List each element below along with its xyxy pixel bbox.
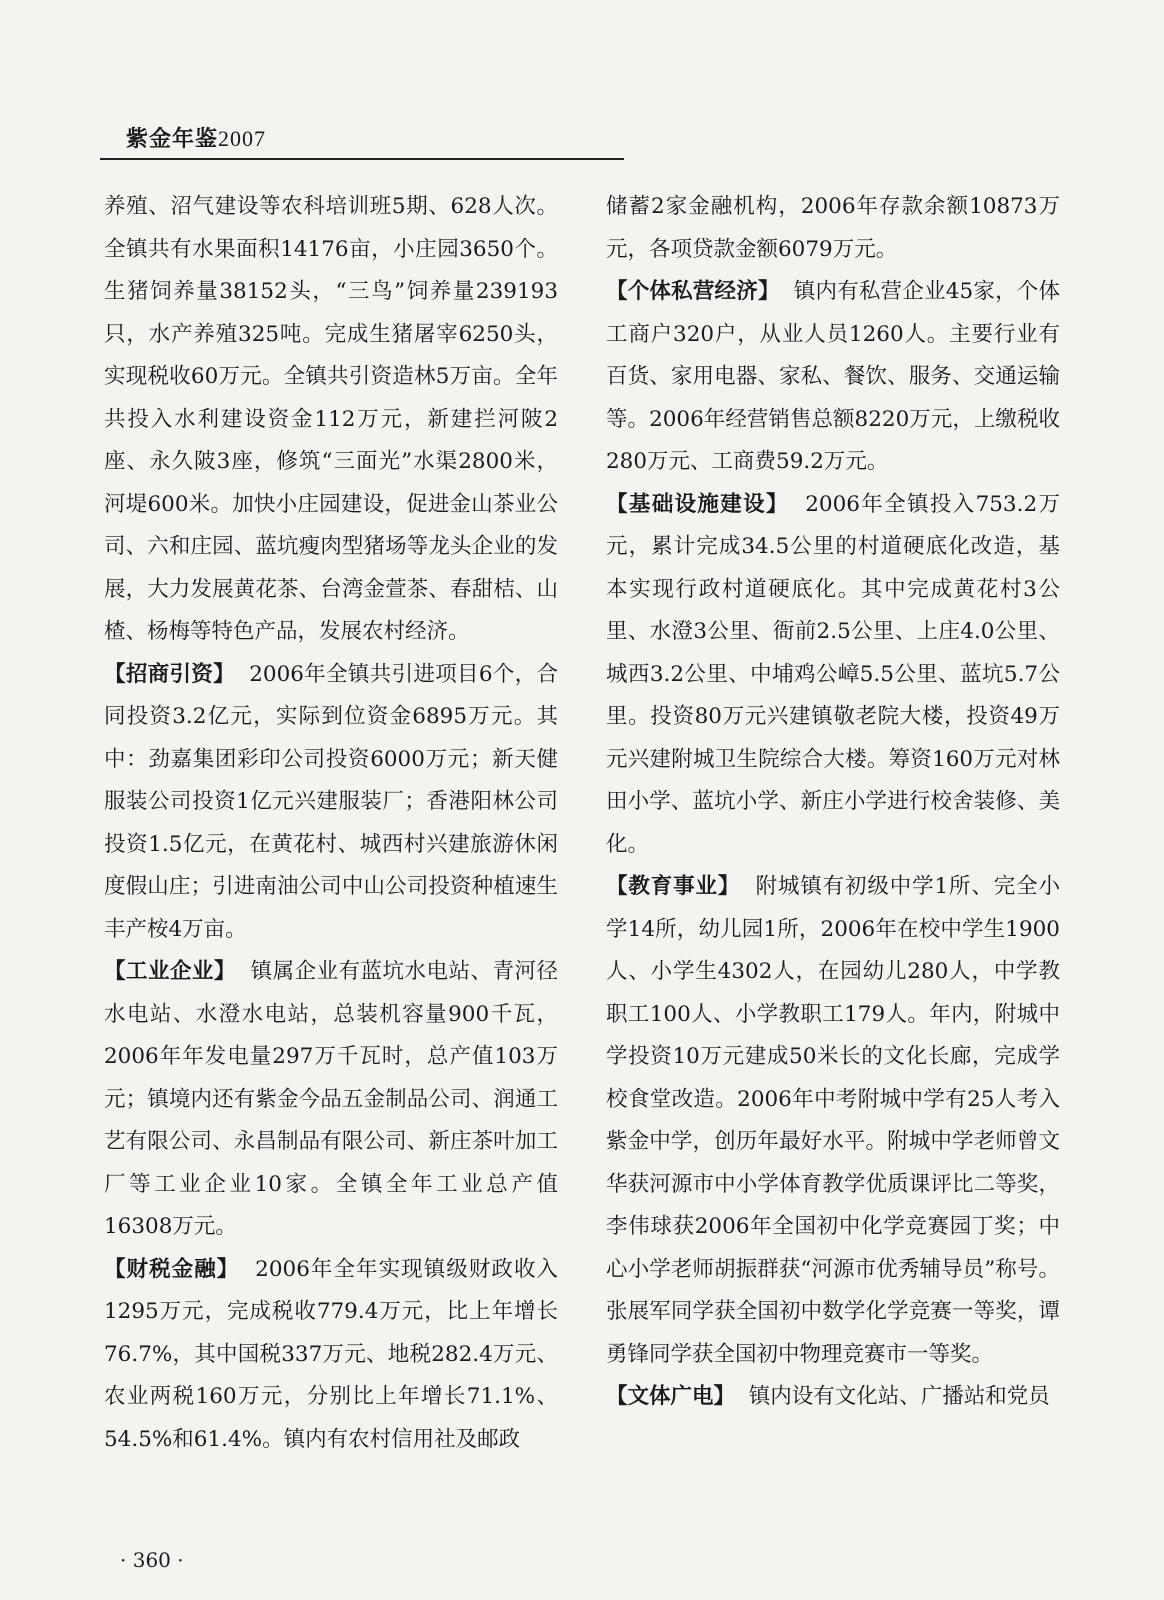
running-header	[126, 122, 266, 153]
section-title: 【招商引资】	[104, 661, 235, 687]
section-text: 2006年全年实现镇级财政收入1295万元，完成税收779.4万元，比上年增长76.7%，其中国税337万元、地税282.4万元、农业两税160万元，分别比上年增长71.1%、54.5%和61.4%。镇内有农村信用社及邮政	[104, 1256, 559, 1452]
section-text: 附城镇有初级中学1所、完全小学14所，幼儿园1所，2006年在校中学生1900人、小学生4302人，在园幼儿280人，中学教职工100人、小学教职工179人。年内，附城中学投资10万元建成50米长的文化长廊，完成学校食堂改造。2006年中考附城中学有25人考入紫金中学，创历年最好水平。附城中学老师曾文华获河源市中小学体育教学优质课评比二等奖，李伟球获2006年全国初中化学竞赛园丁奖；中心小学老师胡振群获“河源市优秀辅导员”称号。张展军同学获全国初中数学化学竞赛一等奖，谭勇锋同学获全国初中物理竞赛市一等奖。	[606, 874, 1060, 1367]
paragraph	[606, 1376, 1060, 1419]
section-title: 【个体私营经济】	[606, 279, 780, 304]
paragraph	[606, 484, 1060, 867]
paragraph	[104, 951, 558, 1249]
paragraph	[606, 866, 1060, 1376]
left-column	[104, 186, 558, 1461]
paragraph	[606, 186, 1060, 271]
paragraph	[104, 186, 558, 654]
section-text: 镇内设有文化站、广播站和党员	[748, 1384, 1050, 1409]
yearbook-year: 2007	[218, 126, 267, 151]
section-text: 储蓄2家金融机构，2006年存款余额10873万元，各项贷款金额6079万元。	[606, 194, 1060, 262]
paragraph	[606, 271, 1060, 484]
section-text: 2006年全镇共引进项目6个，合同投资3.2亿元，实际到位资金6895万元。其中：劲嘉集团彩印公司投资6000万元；新天健服装公司投资1亿元兴建服装厂；香港阳林公司投资1.5亿元，在黄花村、城西村兴建旅游休闲度假山庄；引进南油公司中山公司投资种植速生丰产桉4万亩。	[104, 661, 558, 942]
section-title: 【基础设施建设】	[606, 491, 789, 517]
page-number: · 360 ·	[120, 1548, 184, 1572]
section-text: 养殖、沼气建设等农科培训班5期、628人次。全镇共有水果面积14176亩，小庄园3650个。生猪饲养量38152头，“三鸟”饲养量239193只，水产养殖325吨。完成生猪屠宰6250头，实现税收60万元。全镇共引资造林5万亩。全年共投入水利建设资金112万元，新建拦河陂2座、永久陂3座，修筑“三面光”水渠2800米，河堤600米。加快小庄园建设，促进金山茶业公司、六和庄园、蓝坑瘦肉型猪场等龙头企业的发展，大力发展黄花茶、台湾金萱茶、春甜桔、山楂、杨梅等特色产品，发展农村经济。	[104, 194, 558, 644]
section-title: 【教育事业】	[606, 874, 741, 899]
paragraph	[104, 1249, 558, 1462]
section-text: 镇内有私营企业45家，个体工商户320户，从业人员1260人。主要行业有百货、家用电器、家私、餐饮、服务、交通运输等。2006年经营销售总额8220万元，上缴税收280万元、工商费59.2万元。	[606, 279, 1060, 474]
paragraph	[104, 654, 558, 952]
header-rule	[100, 158, 624, 160]
section-text: 2006年全镇投入753.2万元，累计完成34.5公里的村道硬底化改造，基本实现行政村道硬底化。其中完成黄花村3公里、水澄3公里、衙前2.5公里、上庄4.0公里、城西3.2公里、中埔鸡公嶂5.5公里、蓝坑5.7公里。投资80万元兴建镇敬老院大楼，投资49万元兴建附城卫生院综合大楼。筹资160万元对林田小学、蓝坑小学、新庄小学进行校舍装修、美化。	[606, 491, 1060, 857]
section-title: 【文体广电】	[606, 1384, 736, 1409]
yearbook-title: 紫金年鉴	[126, 127, 219, 152]
section-title: 【工业企业】	[104, 959, 236, 984]
right-column	[606, 186, 1060, 1419]
section-title: 【财税金融】	[104, 1256, 240, 1282]
section-text: 镇属企业有蓝坑水电站、青河径水电站、水澄水电站，总装机容量900千瓦，2006年年发电量297万千瓦时，总产值103万元；镇境内还有紫金今品五金制品公司、润通工艺有限公司、永昌制品有限公司、新庄茶叶加工厂等工业企业10家。全镇全年工业总产值16308万元。	[104, 959, 558, 1239]
